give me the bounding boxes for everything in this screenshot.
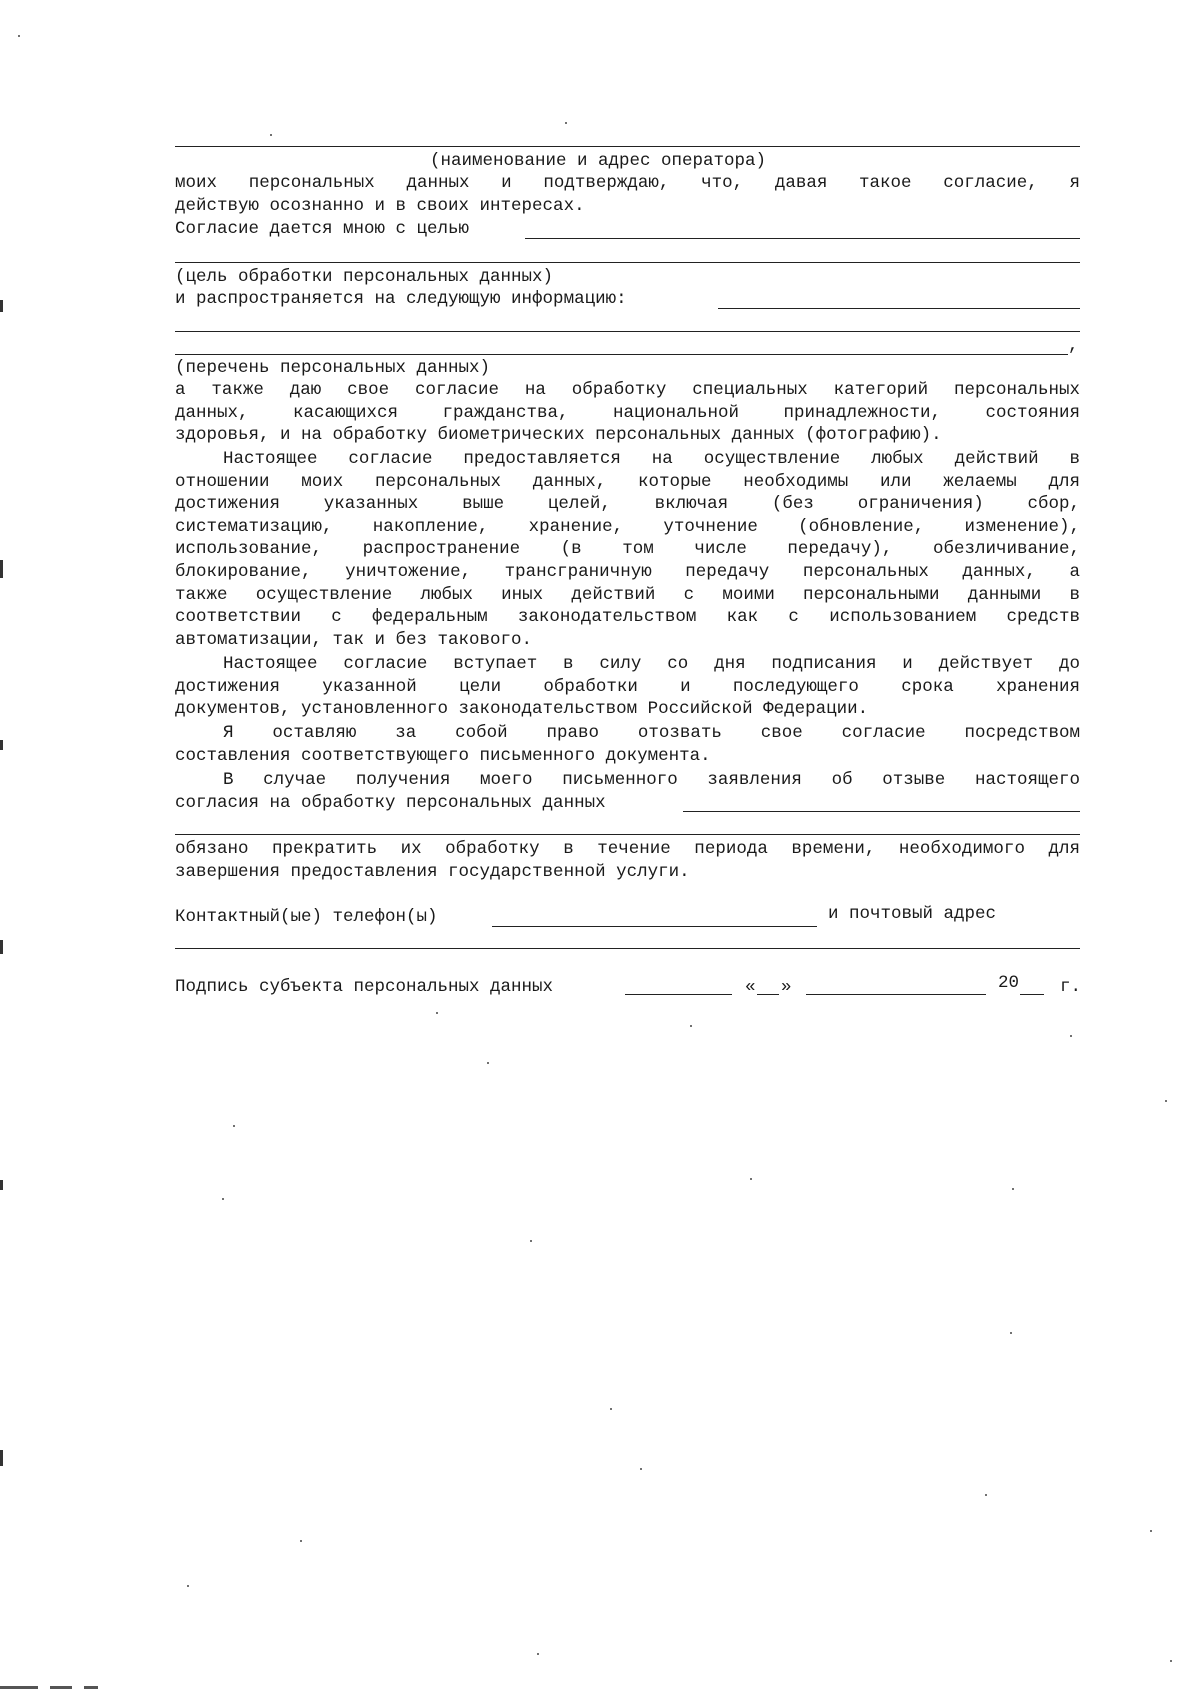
withdraw-line-1: В случае получения моего письменного заявления об отзыве настоящего [223,770,1080,790]
paragraph-line: также осуществление любых иных действий с моими персональными данными в [175,584,1080,605]
paragraph-line: блокирование, уничтожение, трансграничную передачу персональных данных, а [175,561,1080,582]
paragraph-line: соответствии с федеральным законодательством как с использованием средств [175,607,1080,628]
withdraw-field-line-2 [175,834,1080,835]
phone-label: Контактный(ые) телефон(ы) [175,907,438,927]
paragraph-line: документов, установленного законодательством Российской Федерации. [175,699,869,720]
scan-speck [300,1540,302,1542]
scan-speck [985,1494,987,1496]
operator-caption: (наименование и адрес оператора) [430,151,767,171]
purpose-field-line-2 [175,262,1080,263]
year-prefix: 20 [998,973,1020,993]
address-field-line[interactable] [175,948,1080,949]
scan-edge-mark [0,940,3,954]
scan-edge-mark [0,300,3,312]
paragraph-line: Настоящее согласие вступает в силу со дня подписания и действует до [223,654,1080,674]
date-quote-close: » [781,977,792,997]
scan-speck [530,1240,532,1242]
paragraph-line: данных, касающихся гражданства, национальной принадлежности, состояния [175,402,1080,423]
scan-bottom-mark [0,1686,38,1689]
signature-label: Подпись субъекта персональных данных [175,977,554,997]
scan-speck [1170,1660,1172,1662]
scan-speck [18,35,20,37]
scan-edge-mark [0,740,3,750]
consent-line-1: моих персональных данных и подтверждаю, что, давая такое согласие, я [175,173,1080,193]
paragraph-line: Настоящее согласие предоставляется на осуществление любых действий в [223,449,1080,469]
withdraw-label: согласия на обработку персональных данных [175,793,606,813]
purpose-caption: (цель обработки персональных данных) [175,267,554,287]
scan-speck [1165,1100,1167,1102]
signature-field-line[interactable] [625,994,732,995]
purpose-field-line [525,238,1080,239]
scan-edge-mark [0,560,3,578]
operator-field-line [175,146,1080,147]
scan-edge-mark [0,1180,3,1190]
consent-line-2: действую осознанно и в своих интересах. [175,196,585,216]
scan-edge-mark [0,1450,3,1466]
actions-paragraph [175,448,1080,651]
scan-speck [690,1025,692,1027]
scan-speck [565,122,567,124]
year-field-line[interactable] [1020,994,1044,995]
obligation-paragraph [175,838,1080,883]
scan-speck [270,134,272,136]
scan-speck [1070,1035,1072,1037]
scan-speck [610,1408,612,1410]
info-field-line-3 [175,354,1068,355]
paragraph-line: здоровья, и на обработку биометрических персональных данных (фотографию). [175,425,942,446]
date-quote-open: « [745,977,756,997]
paragraph-line: достижения указанной цели обработки и последующего срока хранения [175,676,1080,697]
paragraph-line: достижения указанных выше целей, включая (без ограничения) сбор, [175,494,1080,515]
scan-bottom-mark [50,1686,72,1689]
paragraph-line: Я оставляю за собой право отозвать свое согласие посредством [223,723,1080,743]
list-end-comma: , [1068,336,1079,356]
paragraph-line: обязано прекратить их обработку в течение периода времени, необходимого для [175,839,1080,859]
info-field-line-2 [175,331,1080,332]
paragraph-line: отношении моих персональных данных, которые необходимы или желаемы для [175,471,1080,492]
paragraph-line: завершения предоставления государственной услуги. [175,861,690,882]
scan-speck [750,1178,752,1180]
info-field-line [718,308,1080,309]
scan-speck [487,1062,489,1064]
term-paragraph [175,653,1080,721]
scan-speck [1012,1188,1014,1190]
paragraph-line: использование, распространение (в том числе передачу), обезличивание, [175,539,1080,560]
scan-speck [187,1585,189,1587]
scan-speck [537,1653,539,1655]
scan-speck [233,1125,235,1127]
withdraw-field-line [683,811,1080,812]
year-suffix: г. [1060,977,1082,997]
scan-speck [222,1198,224,1200]
scan-bottom-mark [84,1686,98,1689]
scan-speck [1150,1530,1152,1532]
list-caption: (перечень персональных данных) [175,358,491,378]
special-categories-paragraph [175,379,1080,447]
purpose-label: Согласие дается мною с целью [175,219,470,239]
scan-speck [436,1012,438,1014]
day-field-line[interactable] [757,994,779,995]
info-label: и распространяется на следующую информацию: [175,289,627,309]
month-field-line[interactable] [806,994,986,995]
paragraph-line: систематизацию, накопление, хранение, уточнение (обновление, изменение), [175,516,1080,537]
scan-speck [1010,1332,1012,1334]
paragraph-line: составления соответствующего письменного документа. [175,745,711,766]
phone-field-line[interactable] [492,926,817,927]
paragraph-line: автоматизации, так и без такового. [175,629,533,650]
paragraph-line: а также даю свое согласие на обработку специальных категорий персональных [175,380,1080,400]
scan-speck [640,1468,642,1470]
address-label: и почтовый адрес [828,904,997,924]
revoke-paragraph [175,722,1080,767]
